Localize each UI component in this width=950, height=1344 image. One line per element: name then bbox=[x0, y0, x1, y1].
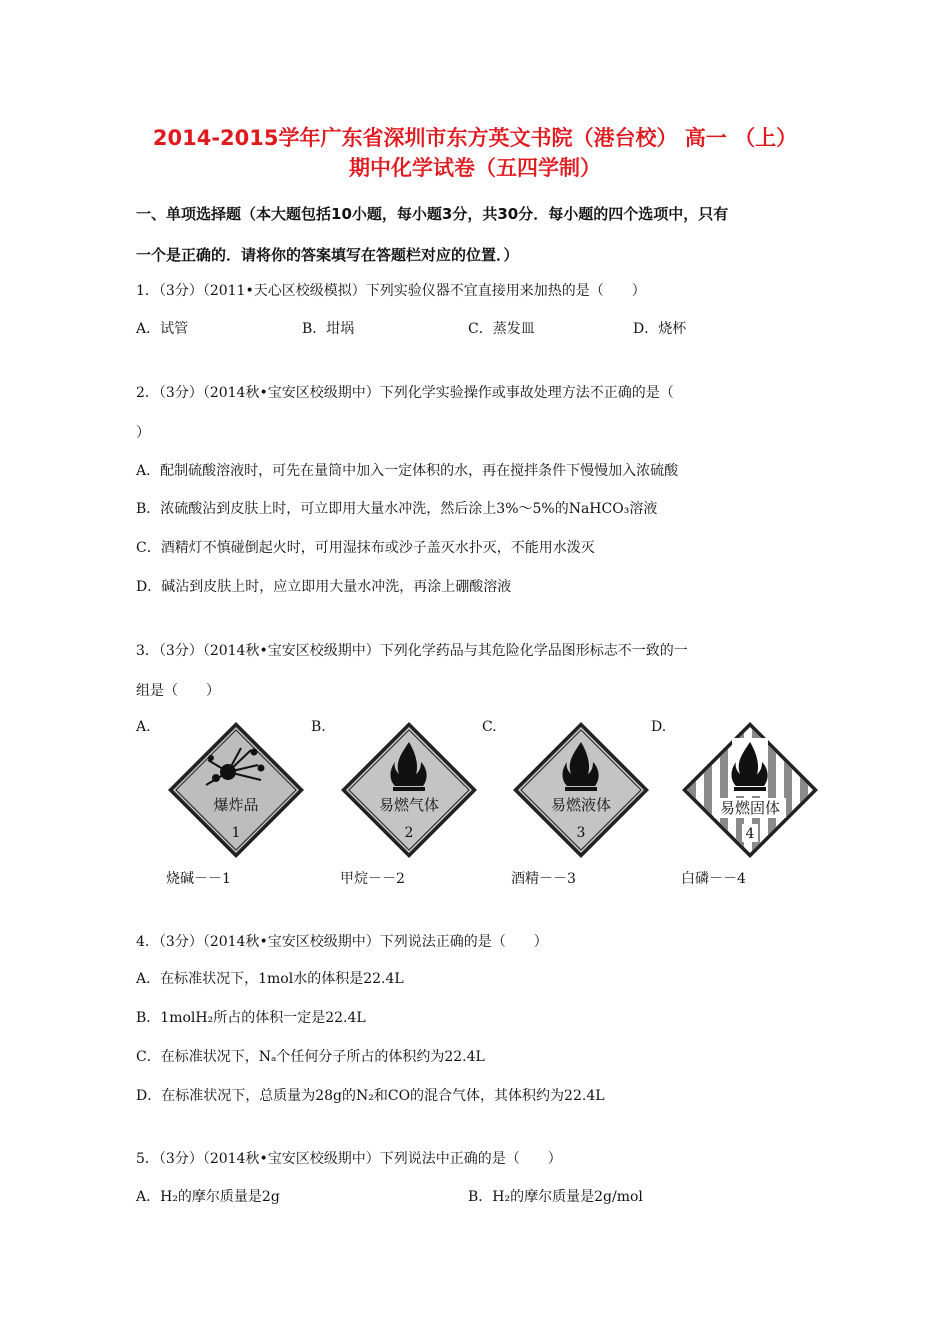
title-line-2: 期中化学试卷（五四学制） bbox=[349, 156, 601, 180]
title-line-1: 2014-2015学年广东省深圳市东方英文书院（港台校） 高一 （上） bbox=[152, 126, 798, 150]
question-3-stem-line-1: 3．（3分）（2014秋•宝安区校级期中）下列化学药品与其危险化学品图形标志不一致的一 bbox=[136, 643, 688, 659]
q5-option-a: A．H₂的摩尔质量是2g bbox=[136, 1189, 280, 1205]
sign-a-label: 爆炸品 bbox=[213, 796, 259, 814]
q2-option-d: D．碱沾到皮肤上时，应立即用大量水冲洗，再涂上硼酸溶液 bbox=[136, 579, 512, 595]
q4-option-b: B．1molH₂所占的体积一定是22.4L bbox=[136, 1010, 366, 1026]
sign-d-number: 4 bbox=[745, 826, 755, 842]
question-5-stem: 5．（3分）（2014秋•宝安区校级期中）下列说法中正确的是（ ） bbox=[136, 1151, 562, 1167]
flame-icon bbox=[732, 738, 769, 796]
question-4-stem: 4．（3分）（2014秋•宝安区校级期中）下列说法正确的是（ ） bbox=[136, 934, 548, 950]
q3-caption-d: 白磷－－4 bbox=[681, 871, 746, 887]
q4-option-a: A．在标准状况下，1mol水的体积是22.4L bbox=[136, 971, 404, 987]
question-2-stem-line-1: 2．（3分）（2014秋•宝安区校级期中）下列化学实验操作或事故处理方法不正确的是（ bbox=[136, 385, 674, 401]
hazard-sign-flammable-liquid bbox=[511, 720, 651, 860]
sign-b-number: 2 bbox=[404, 825, 414, 841]
sign-b-label: 易燃气体 bbox=[378, 796, 440, 814]
hazard-sign-explosive bbox=[166, 720, 306, 860]
question-2-stem-line-2: ） bbox=[136, 425, 150, 441]
q1-option-b: B．坩埚 bbox=[302, 321, 355, 337]
question-1-stem: 1．（3分）（2011•天心区校级模拟）下列实验仪器不宜直接用来加热的是（ ） bbox=[136, 283, 646, 299]
sign-a-number: 1 bbox=[231, 825, 241, 841]
q3-caption-a: 烧碱－－1 bbox=[166, 871, 231, 887]
q3-caption-b: 甲烷－－2 bbox=[340, 871, 405, 887]
q3-caption-c: 酒精－－3 bbox=[511, 871, 576, 887]
hazard-sign-flammable-gas bbox=[339, 720, 479, 860]
section-heading-line-2: 一个是正确的．请将你的答案填写在答题栏对应的位置．） bbox=[136, 246, 519, 264]
question-3-stem-line-2: 组是（ ） bbox=[136, 683, 220, 699]
q2-option-c: C．酒精灯不慎碰倒起火时，可用湿抹布或沙子盖灭水扑灭，不能用水泼灭 bbox=[136, 540, 595, 556]
q3-letter-d: D. bbox=[651, 719, 667, 735]
q2-option-a: A．配制硫酸溶液时，可先在量筒中加入一定体积的水，再在搅拌条件下慢慢加入浓硫酸 bbox=[136, 463, 679, 479]
q1-option-d: D．烧杯 bbox=[633, 321, 687, 337]
sign-d-label: 易燃固体 bbox=[719, 799, 781, 817]
sign-c-label: 易燃液体 bbox=[550, 796, 612, 814]
q4-option-c: C．在标准状况下，Nₐ个任何分子所占的体积约为22.4L bbox=[136, 1049, 485, 1065]
q4-option-d: D．在标准状况下，总质量为28g的N₂和CO的混合气体，其体积约为22.4L bbox=[136, 1088, 605, 1104]
q2-option-b: B．浓硫酸沾到皮肤上时，可立即用大量水冲洗，然后涂上3%～5%的NaHCO₃溶液 bbox=[136, 501, 658, 517]
q3-letter-b: B. bbox=[311, 719, 326, 735]
q1-option-c: C．蒸发皿 bbox=[468, 321, 535, 337]
section-heading-line-1: 一、单项选择题（本大题包括10小题，每小题3分，共30分．每小题的四个选项中，只有 bbox=[136, 205, 729, 223]
q3-letter-a: A. bbox=[136, 719, 151, 735]
q3-letter-c: C. bbox=[482, 719, 497, 735]
sign-c-number: 3 bbox=[576, 825, 586, 841]
q5-option-b: B．H₂的摩尔质量是2g/mol bbox=[468, 1189, 643, 1205]
q1-option-a: A．试管 bbox=[136, 321, 189, 337]
hazard-sign-flammable-solid bbox=[680, 720, 820, 860]
